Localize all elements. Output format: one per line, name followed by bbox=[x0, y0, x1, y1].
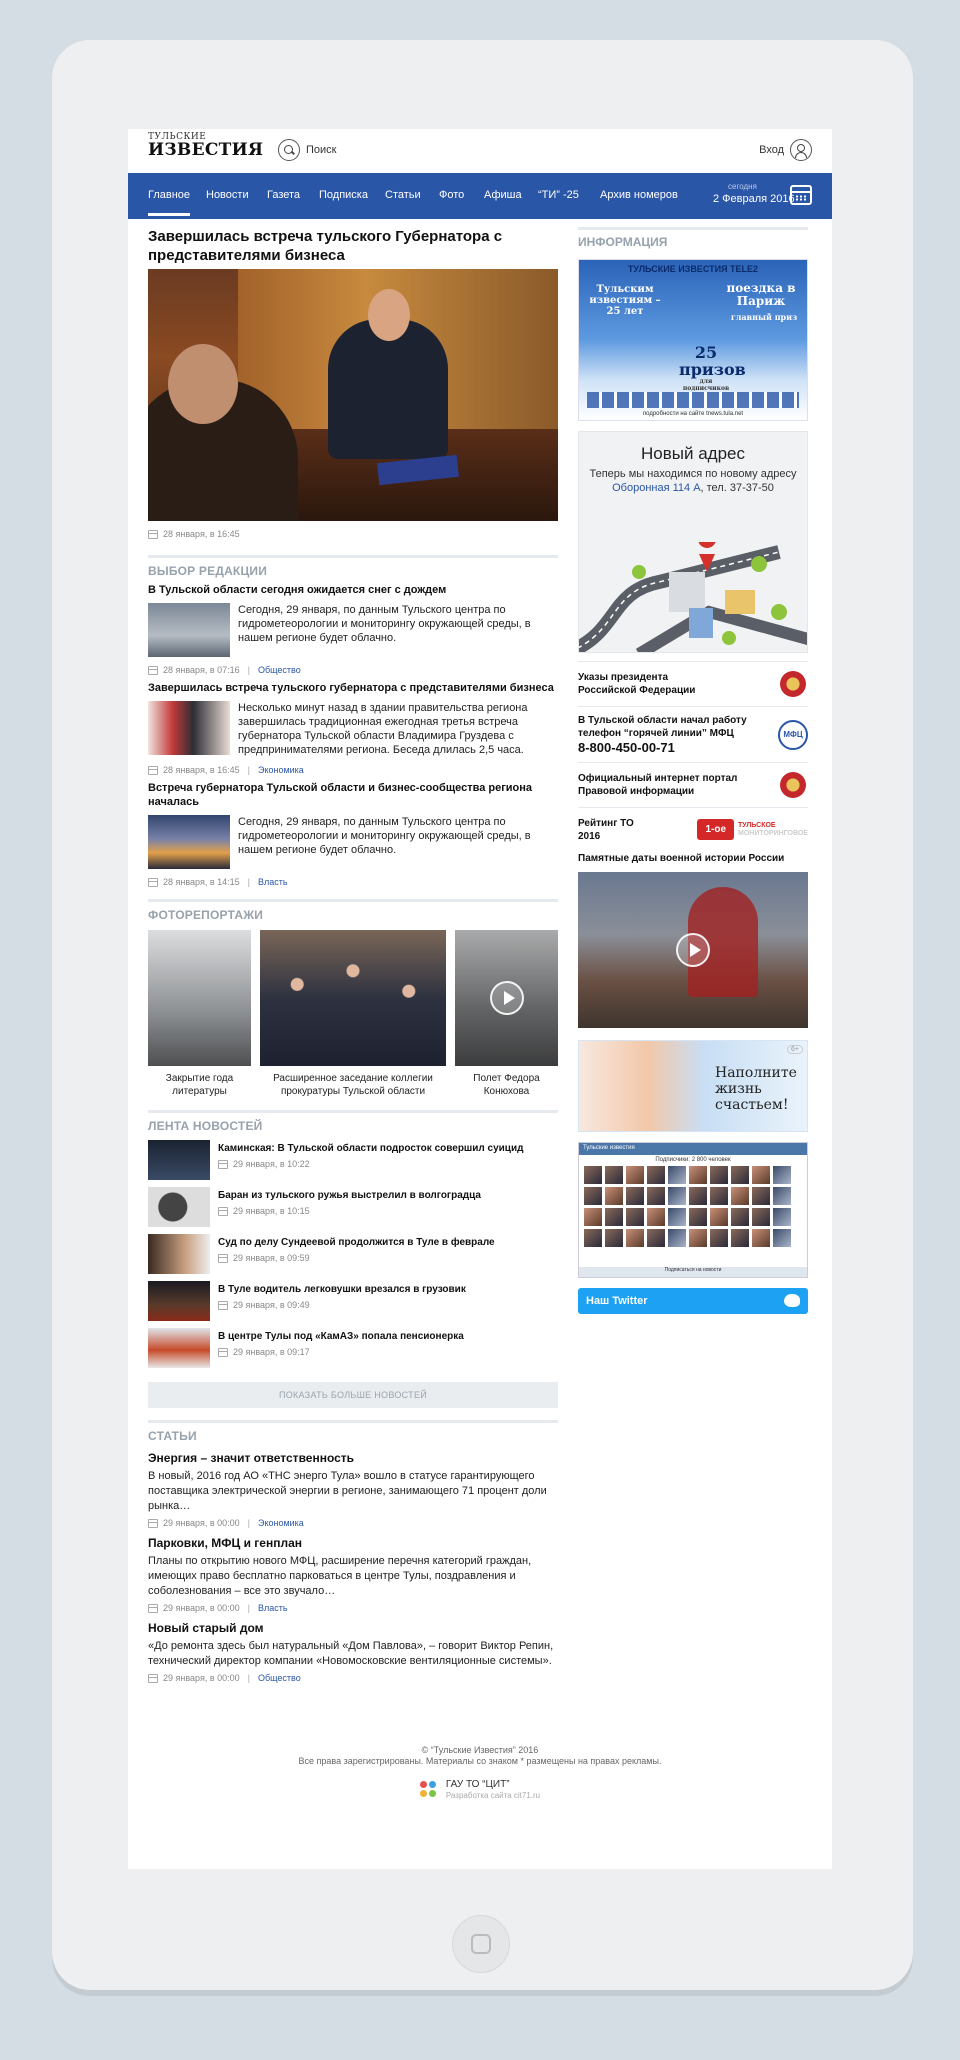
promo-brand: ТУЛЬСКИЕ ИЗВЕСТИЯ TELE2 bbox=[627, 264, 759, 274]
photo-report-caption: Закрытие года литературы bbox=[165, 1073, 234, 1097]
developer-logo-icon bbox=[420, 1781, 438, 1799]
developer-link[interactable] bbox=[128, 1779, 832, 1801]
rubric-link[interactable]: Власть bbox=[257, 1603, 288, 1613]
nav-item-subscription[interactable]: Подписка bbox=[319, 189, 368, 201]
promo-left-text: Тульским известиям – 25 лет bbox=[589, 284, 661, 317]
news-meta bbox=[218, 1347, 464, 1357]
rubric-link[interactable]: Экономика bbox=[257, 765, 304, 775]
article-date: 28 января, в 16:45 bbox=[163, 529, 240, 539]
editors-item-text: Несколько минут назад в здании правительства региона завершилась традиционная ежегодная третья встреча губернатора Тульской области Владимира Груздева с предпринимателями региона. Беседа длилась 2,5 часа. bbox=[238, 702, 528, 756]
prize-icons bbox=[587, 392, 799, 408]
history-video[interactable] bbox=[578, 872, 808, 1028]
rubric-link[interactable]: Экономика bbox=[257, 1518, 304, 1528]
home-button[interactable] bbox=[452, 1915, 510, 1973]
news-date: 29 января, в 10:15 bbox=[233, 1206, 310, 1216]
news-meta bbox=[218, 1206, 481, 1216]
home-square-icon bbox=[471, 1934, 491, 1954]
news-item[interactable] bbox=[148, 1281, 558, 1321]
promo-right-text: поездка в Париж bbox=[726, 281, 796, 308]
mfc-hotline-link[interactable] bbox=[578, 706, 808, 762]
login-label: Вход bbox=[759, 144, 784, 156]
new-address-line bbox=[579, 482, 807, 494]
mfc-logo-icon: МФЦ bbox=[778, 720, 808, 750]
promo-prize-label: главный приз bbox=[730, 312, 798, 322]
site-header bbox=[128, 129, 832, 173]
news-thumb[interactable] bbox=[148, 1328, 210, 1368]
search-icon bbox=[278, 139, 300, 161]
news-item[interactable] bbox=[148, 1328, 558, 1368]
news-thumb[interactable] bbox=[148, 1187, 210, 1227]
rating-link[interactable] bbox=[578, 807, 808, 851]
photo-report-image[interactable] bbox=[148, 930, 251, 1066]
editors-item-thumb[interactable] bbox=[148, 603, 230, 657]
calendar-small-icon bbox=[148, 1674, 158, 1683]
editors-item bbox=[148, 681, 558, 775]
calendar-icon[interactable] bbox=[790, 185, 812, 205]
editors-item-thumb[interactable] bbox=[148, 815, 230, 869]
street-text: Оборонная 114 А bbox=[612, 482, 701, 494]
sidebar bbox=[578, 227, 808, 1314]
article-date: 29 января, в 00:00 bbox=[163, 1603, 240, 1613]
search-button[interactable] bbox=[278, 139, 336, 161]
article-text: В новый, 2016 год АО «ТНС энерго Тула» вошло в статусе гарантирующего поставщика электрической энергии в регионе, занимающего 71 процент доли рынка… bbox=[148, 1470, 547, 1512]
article-date: 28 января, в 16:45 bbox=[163, 765, 240, 775]
nav-item-archive[interactable]: Архив номеров bbox=[600, 189, 678, 201]
show-more-news-button[interactable]: ПОКАЗАТЬ БОЛЬШЕ НОВОСТЕЙ bbox=[148, 1382, 558, 1408]
rating-year: 2016 bbox=[578, 830, 601, 842]
search-label: Поиск bbox=[306, 144, 337, 156]
main-article-photo[interactable] bbox=[148, 269, 558, 521]
article-meta: 29 января, в 00:00 | Власть bbox=[148, 1603, 558, 1613]
photo-report-card[interactable] bbox=[260, 930, 446, 1098]
editors-item-meta: 28 января, в 14:15 | Власть bbox=[148, 877, 558, 887]
promo-banner[interactable] bbox=[578, 259, 808, 421]
promo-count: 25 призов bbox=[679, 343, 746, 379]
article-item bbox=[148, 1451, 558, 1528]
main-nav bbox=[128, 173, 832, 219]
rating-badge-text: ТУЛЬСКОЕ bbox=[738, 821, 776, 829]
editors-item-meta: 28 января, в 16:45 | Экономика bbox=[148, 765, 558, 775]
logo-small-text: ТУЛЬСКИЕ bbox=[148, 132, 207, 142]
article-meta: 29 января, в 00:00 | Экономика bbox=[148, 1518, 558, 1528]
photo-report-card[interactable] bbox=[148, 930, 251, 1098]
editors-item bbox=[148, 781, 558, 887]
news-item[interactable] bbox=[148, 1140, 558, 1180]
news-title[interactable]: Баран из тульского ружья выстрелил в волгоградца bbox=[218, 1190, 481, 1201]
main-column bbox=[148, 227, 558, 1683]
photo-report-caption: Полет Федора Конюхова bbox=[473, 1073, 540, 1097]
rating-first-badge: 1-ое bbox=[697, 819, 734, 840]
editors-item-text: Сегодня, 29 января, по данным Тульского центра по гидрометеорологии и мониторингу окружающей среды, в нашем регионе будет облачно. bbox=[238, 604, 531, 644]
promo-footer: подробности на сайте tnews.tula.net bbox=[642, 411, 744, 417]
widget-subscribers: Подписчики: 2 800 человек bbox=[655, 1157, 731, 1163]
news-date: 29 января, в 09:17 bbox=[233, 1347, 310, 1357]
twitter-bird-icon bbox=[784, 1294, 800, 1307]
site-footer bbox=[128, 1745, 832, 1801]
article-date: 29 января, в 00:00 bbox=[163, 1673, 240, 1683]
link-text: Указы президента Российской Федерации bbox=[578, 672, 696, 696]
photo-report-image[interactable] bbox=[260, 930, 446, 1066]
rubric-link[interactable]: Общество bbox=[257, 1673, 301, 1683]
map-illustration bbox=[579, 542, 808, 653]
widget-avatars bbox=[579, 1163, 807, 1250]
widget-join-button[interactable]: Подписаться на новости bbox=[579, 1267, 807, 1277]
article-title[interactable]: Новый старый дом bbox=[148, 1621, 264, 1635]
editors-choice-heading: ВЫБОР РЕДАКЦИИ bbox=[148, 555, 558, 578]
nav-item-ti25[interactable]: “ТИ” -25 bbox=[538, 189, 579, 201]
ad-banner[interactable] bbox=[578, 1040, 808, 1132]
editors-item-title[interactable]: Завершилась встреча тульского губернатора с представителями бизнеса bbox=[148, 682, 554, 694]
rubric-link[interactable]: Общество bbox=[257, 665, 301, 675]
nav-item-articles[interactable]: Статьи bbox=[385, 189, 421, 201]
play-icon[interactable] bbox=[676, 933, 710, 967]
editors-item-text: Сегодня, 29 января, по данным Тульского центра по гидрометеорологии и мониторингу окружающей среды, в нашем регионе будет облачно. bbox=[238, 816, 531, 856]
play-icon[interactable] bbox=[490, 981, 524, 1015]
main-article-title[interactable]: Завершилась встреча тульского Губернатора с представителями бизнеса bbox=[148, 228, 503, 264]
russian-emblem-icon bbox=[778, 669, 808, 699]
article-item bbox=[148, 1536, 558, 1613]
photo-reports-list bbox=[148, 930, 558, 1098]
rubric-link[interactable]: Власть bbox=[257, 877, 288, 887]
photo-reports-heading: ФОТОРЕПОРТАЖИ bbox=[148, 899, 558, 922]
site-logo[interactable] bbox=[148, 133, 263, 159]
social-widget[interactable] bbox=[578, 1142, 808, 1278]
editors-item-meta: 28 января, в 07:16 | Общество bbox=[148, 665, 558, 675]
article-date: 28 января, в 07:16 bbox=[163, 665, 240, 675]
news-date: 29 января, в 10:22 bbox=[233, 1159, 310, 1169]
rating-title: Рейтинг ТО bbox=[578, 817, 634, 829]
news-thumb[interactable] bbox=[148, 1281, 210, 1321]
article-date: 28 января, в 14:15 bbox=[163, 877, 240, 887]
editors-item-title[interactable]: Встреча губернатора Тульской области и бизнес-сообщества региона началась bbox=[148, 782, 533, 808]
article-text: «До ремонта здесь был натуральный «Дом Павлова», – говорит Виктор Репин, технический директор компании «Новомосковские вентиляционные системы». bbox=[148, 1640, 554, 1667]
article-title[interactable]: Энергия – значит ответственность bbox=[148, 1451, 355, 1465]
age-marker: 6+ bbox=[787, 1045, 803, 1054]
news-meta bbox=[218, 1253, 495, 1263]
news-title[interactable]: Каминская: В Тульской области подросток совершил суицид bbox=[218, 1143, 524, 1154]
news-date: 29 января, в 09:59 bbox=[233, 1253, 310, 1263]
calendar-small-icon bbox=[148, 1604, 158, 1613]
ad-text: Наполните жизнь счастьем! bbox=[715, 1065, 797, 1113]
news-item[interactable] bbox=[148, 1234, 558, 1274]
news-title[interactable]: В центре Тулы под «КамАЗ» попала пенсионерка bbox=[218, 1331, 464, 1342]
articles-heading: СТАТЬИ bbox=[148, 1420, 558, 1443]
news-date: 29 января, в 09:49 bbox=[233, 1300, 310, 1310]
news-meta bbox=[218, 1159, 523, 1169]
rating-badge-text2: МОНИТОРИНГОВОЕ bbox=[738, 829, 808, 837]
login-button[interactable] bbox=[759, 139, 812, 161]
copyright: © “Тульские Известия” 2016 bbox=[421, 1745, 539, 1755]
news-thumb[interactable] bbox=[148, 1234, 210, 1274]
news-feed-heading: ЛЕНТА НОВОСТЕЙ bbox=[148, 1110, 558, 1133]
twitter-button[interactable] bbox=[578, 1288, 808, 1314]
article-meta: 29 января, в 00:00 | Общество bbox=[148, 1673, 558, 1683]
developer-name: ГАУ ТО “ЦИТ” bbox=[445, 1779, 510, 1790]
editors-item-title[interactable]: В Тульской области сегодня ожидается снег с дождем bbox=[148, 584, 447, 596]
calendar-small-icon bbox=[218, 1207, 228, 1216]
developer-sub: Разработка сайта cit71.ru bbox=[445, 1791, 541, 1800]
calendar-small-icon bbox=[218, 1254, 228, 1263]
rating-badge bbox=[697, 819, 808, 840]
calendar-small-icon bbox=[218, 1348, 228, 1357]
article-item bbox=[148, 1621, 558, 1683]
user-icon bbox=[790, 139, 812, 161]
editors-item-thumb[interactable] bbox=[148, 701, 230, 755]
new-address-subtitle: Теперь мы находимся по новому адресу bbox=[589, 468, 797, 480]
nav-item-newspaper[interactable]: Газета bbox=[267, 189, 301, 201]
new-address-banner[interactable] bbox=[578, 431, 808, 653]
news-feed-list bbox=[148, 1140, 558, 1368]
calendar-small-icon bbox=[148, 766, 158, 775]
article-text: Планы по открытию нового МФЦ, расширение перечня категорий граждан, имеющих право бесплатно парковаться в центре Тулы, поздравления и соболезнования – все это звучало… bbox=[148, 1555, 532, 1597]
promo-count-sub: для подписчиков bbox=[682, 378, 730, 392]
screen bbox=[128, 129, 832, 1869]
nav-item-main[interactable]: Главное bbox=[148, 189, 191, 201]
news-title[interactable]: Суд по делу Сундеевой продолжится в Туле в феврале bbox=[218, 1237, 495, 1248]
new-address-title: Новый адрес bbox=[641, 444, 745, 463]
news-thumb[interactable] bbox=[148, 1140, 210, 1180]
logo-big-text: ИЗВЕСТИЯ bbox=[148, 140, 264, 160]
nav-item-photo[interactable]: Фото bbox=[439, 189, 465, 201]
photo-report-card[interactable] bbox=[455, 930, 558, 1098]
news-item[interactable] bbox=[148, 1187, 558, 1227]
photo-report-caption: Расширенное заседание коллегии прокуратуры Тульской области bbox=[273, 1073, 433, 1097]
calendar-small-icon bbox=[218, 1301, 228, 1310]
rights-text: Все права зарегистрированы. Материалы со знаком * размещены на правах рекламы. bbox=[298, 1756, 662, 1766]
link-text: В Тульской области начал работу телефон “горячей линии” МФЦ bbox=[578, 715, 747, 739]
sidebar-heading: ИНФОРМАЦИЯ bbox=[578, 227, 808, 249]
link-text: Официальный интернет портал Правовой информации bbox=[578, 773, 738, 797]
history-title[interactable]: Памятные даты военной истории России bbox=[578, 853, 785, 864]
presidential-decrees-link[interactable] bbox=[578, 661, 808, 706]
calendar-small-icon bbox=[148, 530, 158, 539]
editors-item bbox=[148, 583, 558, 675]
calendar-small-icon bbox=[218, 1160, 228, 1169]
nav-item-news[interactable]: Новости bbox=[206, 189, 249, 201]
hotline-phone: 8-800-450-00-71 bbox=[578, 740, 675, 755]
article-date: 29 января, в 00:00 bbox=[163, 1518, 240, 1528]
nav-item-events[interactable]: Афиша bbox=[484, 189, 522, 201]
twitter-label: Наш Twitter bbox=[586, 1295, 648, 1307]
russian-emblem-icon bbox=[778, 770, 808, 800]
news-title[interactable]: В Туле водитель легковушки врезался в грузовик bbox=[218, 1284, 466, 1295]
phone-text: , тел. 37-37-50 bbox=[700, 482, 774, 494]
calendar-small-icon bbox=[148, 666, 158, 675]
widget-group-name: Тульские известия bbox=[579, 1143, 807, 1155]
today-label: сегодня bbox=[728, 182, 757, 191]
calendar-small-icon bbox=[148, 878, 158, 887]
today-date: 2 Февраля 2016 bbox=[713, 193, 795, 205]
calendar-small-icon bbox=[148, 1519, 158, 1528]
main-article-meta bbox=[148, 529, 558, 539]
news-meta bbox=[218, 1300, 466, 1310]
article-title[interactable]: Парковки, МФЦ и генплан bbox=[148, 1536, 302, 1550]
legal-portal-link[interactable] bbox=[578, 762, 808, 807]
photo-report-video[interactable] bbox=[455, 930, 558, 1066]
